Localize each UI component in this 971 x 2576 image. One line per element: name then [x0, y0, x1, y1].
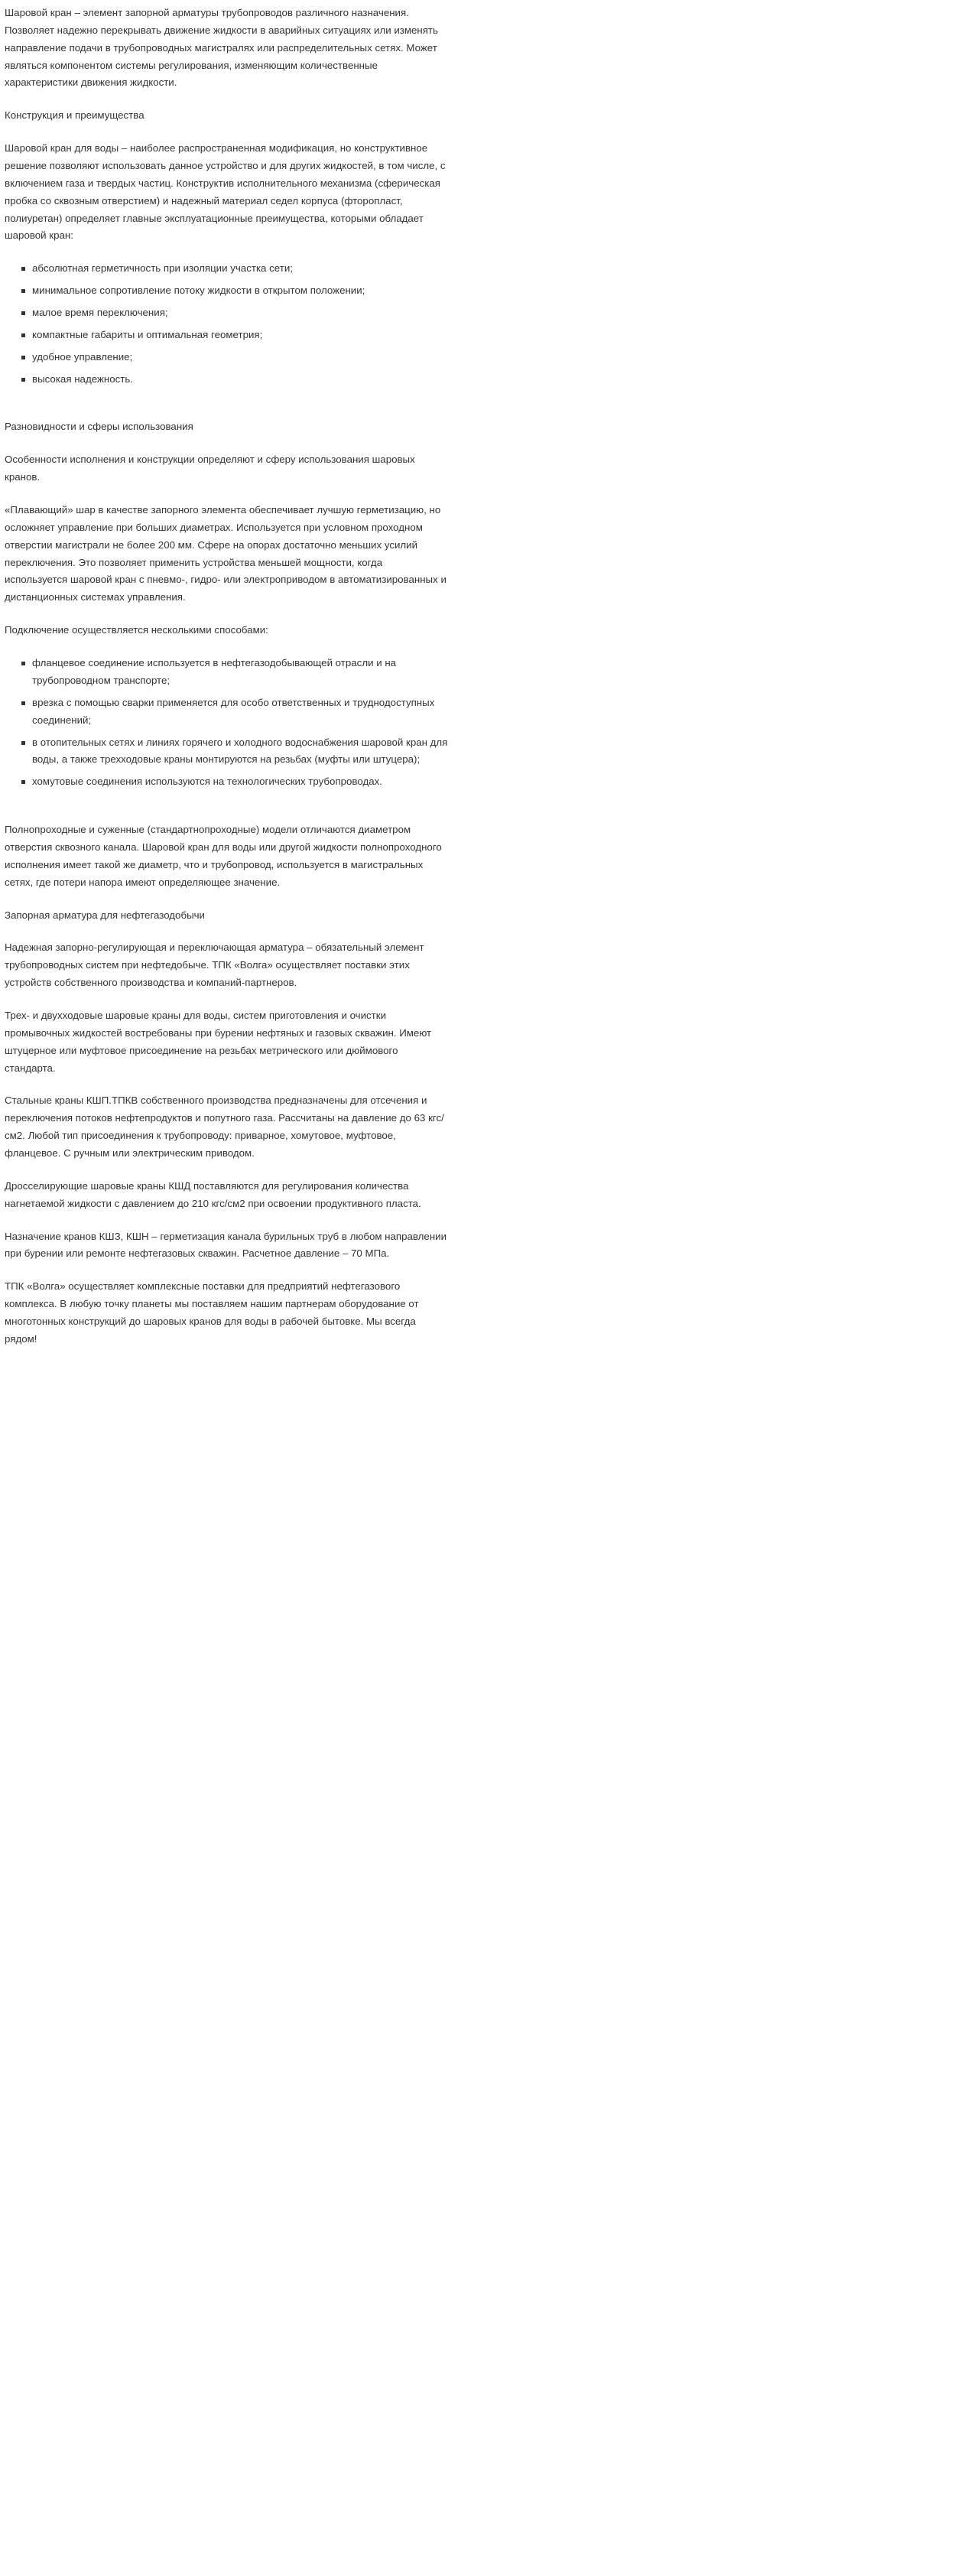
steel-valves-paragraph: Стальные краны КШП.ТПКВ собственного производства предназначены для отсечения и переключения потоков нефтепродуктов и попутного газа. Рассчитаны на давление до 63 кгс/см2. Любой тип присоединения к трубопроводу: приварное, хомутовое, муфтовое, фланцевое. С ручным или электрическим приводом. [5, 1094, 444, 1159]
heading-varieties: Разновидности и сферы использования [5, 421, 193, 433]
list-item: абсолютная герметичность при изоляции участка сети; [21, 260, 448, 278]
closing-paragraph: ТПК «Волга» осуществляет комплексные поставки для предприятий нефтегазового комплекса. В любую точку планеты мы поставляем нашим партнерам оборудование от многотонных конструкций до шаровых кранов для воды в рабочей бытовке. Мы всегда рядом! [5, 1280, 419, 1345]
list-item: компактные габариты и оптимальная геометрия; [21, 327, 448, 344]
fullbore-paragraph: Полнопроходные и суженные (стандартнопроходные) модели отличаются диаметром отверстия сквозного канала. Шаровой кран для воды или другой жидкости полнопроходного исполнения имеет такой же диаметр, что и трубопровод, используется в магистральных сетях, где потери напора имеют определяющее значение. [5, 824, 442, 888]
three-way-paragraph: Трех- и двухходовые шаровые краны для воды, систем приготовления и очистки промывочных жидкостей востребованы при бурении нефтяных и газовых скважин. Имеют штуцерное или муфтовое присоединение на резьбах метрического или дюймового стандарта. [5, 1009, 432, 1074]
floating-ball-paragraph: «Плавающий» шар в качестве запорного элемента обеспечивает лучшую герметизацию, но осложняет управление при больших диаметрах. Используется при условном проходном отверстии магистрали не более 200 мм. Сфере на опорах достаточно меньших усилий переключения. Это позволяет применить устройства меньшей мощности, когда используется шаровой кран с пневмо-, гидро- или электроприводом в автоматизированных и дистанционных системах управления. [5, 504, 447, 603]
advantages-list [5, 260, 448, 388]
throttle-valves-paragraph: Дросселирующие шаровые краны КШД поставляются для регулирования количества нагнетаемой жидкости с давлением до 210 кгс/см2 при освоении продуктивного пласта. [5, 1179, 421, 1209]
list-spacer [5, 806, 448, 821]
intro-paragraph: Шаровой кран – элемент запорной арматуры трубопроводов различного назначения. Позволяет надежно перекрывать движение жидкости в аварийных ситуациях или изменять направление подачи в трубопроводных магистралях или распределительных сетях. Может являться компонентом системы регулирования, изменяющим количественные характеристики движения жидкости. [5, 7, 438, 89]
oil-gas-paragraph: Надежная запорно-регулирующая и переключающая арматура – обязательный элемент трубопроводных систем при нефтедобыче. ТПК «Волга» осуществляет поставки этих устройств собственного производства и компаний-партнеров. [5, 942, 424, 989]
list-item: удобное управление; [21, 349, 448, 366]
list-item: в отопительных сетях и линиях горячего и холодного водоснабжения шаровой кран для воды, а также трехходовые краны монтируются на резьбах (муфты или штуцера); [21, 734, 448, 769]
list-item: малое время переключения; [21, 304, 448, 322]
construction-paragraph: Шаровой кран для воды – наиболее распространенная модификация, но конструктивное решение позволяют использовать данное устройство и для других жидкостей, в том числе, с включением газа и твердых частиц. Конструктив исполнительного механизма (сферическая пробка со сквозным отверстием) и надежный материал седел корпуса (фторопласт, полиуретан) определяет главные эксплуатационные преимущества, которыми обладает шаровой кран: [5, 142, 446, 242]
kshz-kshn-paragraph: Назначение кранов КШЗ, КШН – герметизация канала бурильных труб в любом направлении при бурении или ремонте нефтегазовых скважин. Расчетное давление – 70 МПа. [5, 1230, 447, 1260]
list-item: фланцевое соединение используется в нефтегазодобывающей отрасли и на трубопроводном транспорте; [21, 655, 448, 690]
heading-construction: Конструкция и преимущества [5, 109, 145, 122]
list-spacer [5, 403, 448, 418]
connection-intro-paragraph: Подключение осуществляется несколькими способами: [5, 624, 268, 636]
varieties-paragraph: Особенности исполнения и конструкции определяют и сферу использования шаровых кранов. [5, 454, 415, 483]
list-item: минимальное сопротивление потоку жидкости в открытом положении; [21, 282, 448, 300]
list-item: высокая надежность. [21, 371, 448, 389]
article-body [5, 5, 448, 1348]
list-item: хомутовые соединения используются на технологических трубопроводах. [21, 773, 448, 791]
list-item: врезка с помощью сварки применяется для особо ответственных и труднодоступных соединений; [21, 694, 448, 730]
heading-oil-gas: Запорная арматура для нефтегазодобычи [5, 909, 205, 921]
connection-list [5, 655, 448, 791]
